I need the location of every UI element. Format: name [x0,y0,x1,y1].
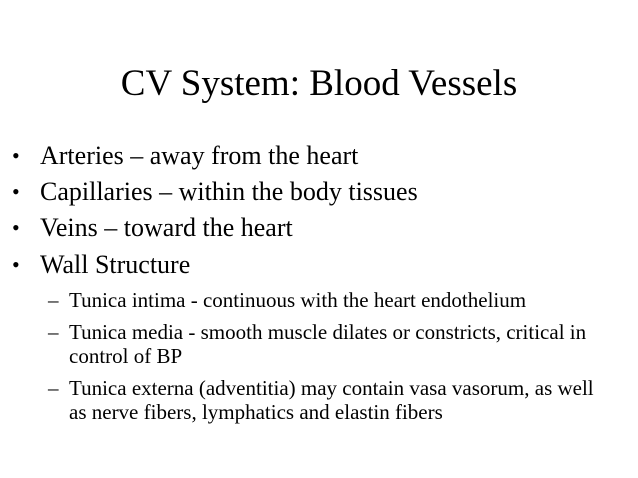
bullet-text: Wall Structure [40,250,191,279]
bullet-dot-icon: • [12,215,20,240]
slide-title: CV System: Blood Vessels [120,63,518,104]
sub-bullet-dash-icon: – [48,288,59,312]
bullet-dot-icon: • [12,252,20,277]
sub-bullet-dash-icon: – [48,376,59,400]
bullet-text: Capillaries – within the body tissues [40,177,418,206]
sub-bullet-text: Tunica media - smooth muscle dilates or constricts, critical in control of BP [69,320,587,368]
sub-bullet-dash-icon: – [48,320,59,344]
bullet-dot-icon: • [12,179,20,204]
sub-bullet-text: Tunica externa (adventitia) may contain vasa vasorum, as well as nerve fibers, lymphatics and elastin fibers [69,376,594,424]
bullet-text: Veins – toward the heart [40,213,293,242]
bullet-text: Arteries – away from the heart [40,141,359,170]
bullet-dot-icon: • [12,143,20,168]
sub-bullet-text: Tunica intima - continuous with the heart endothelium [69,288,527,312]
